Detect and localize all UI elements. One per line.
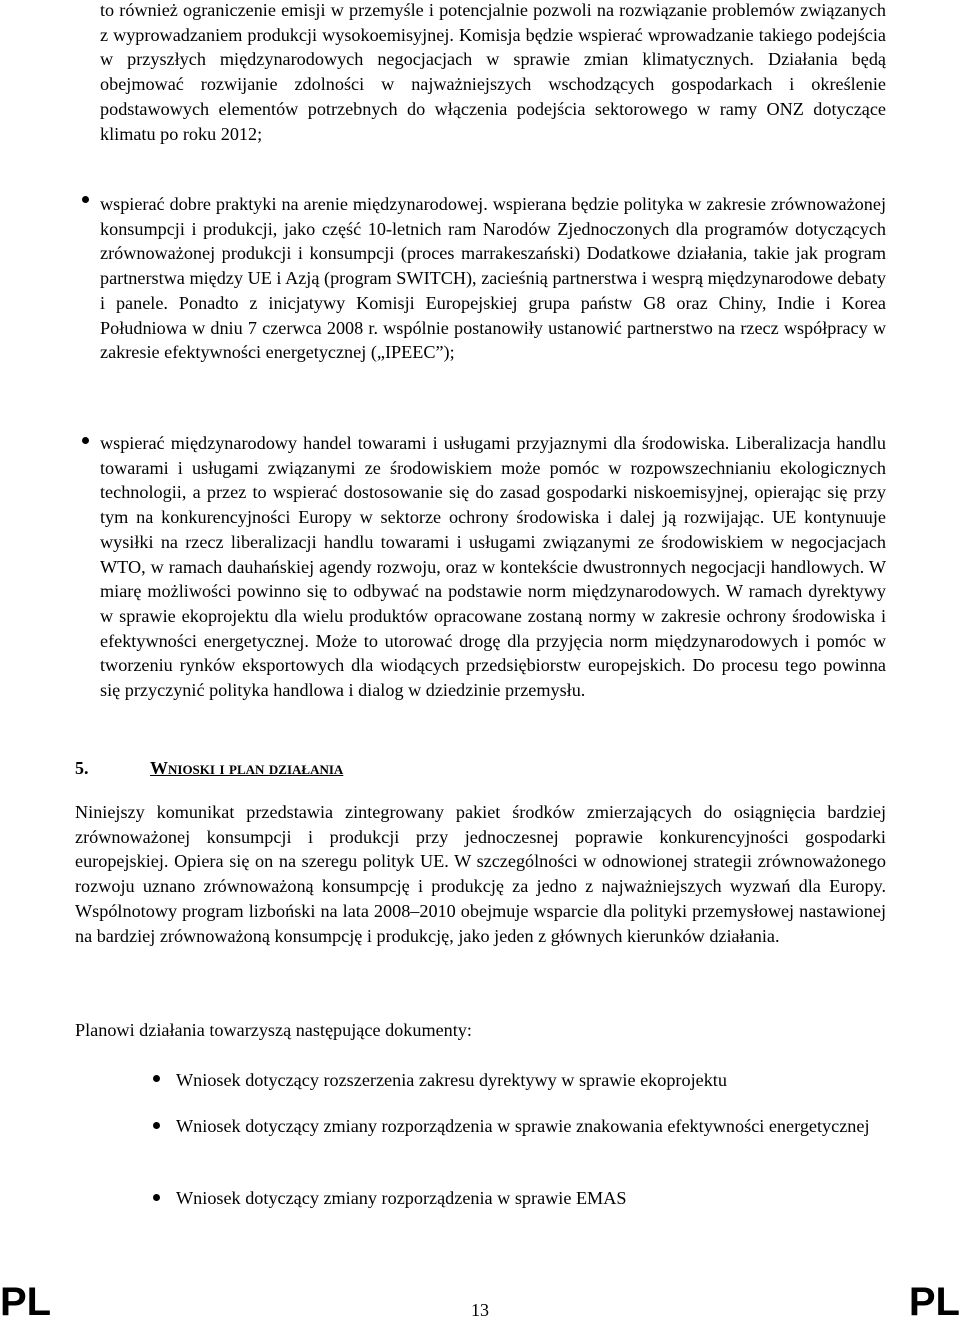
page-number: 13 [471,1300,489,1320]
footer-language-right: PL [908,1280,960,1324]
section-title: Wnioski i plan działania [150,758,344,778]
paragraph-continuation: to również ograniczenie emisji w przemyśle i potencjalnie pozwoli na rozwiązanie problemów związanych z wyprowadzaniem produkcji wysokoemisyjnej. Komisja będzie wspierać wprowadzanie takiego podejścia w przyszłych międzynarodowych negocjacjach w sprawie zmian klimatycznych. Działania będą obejmować rozwijanie zdolności w najważniejszych wschodzących gospodarkach i określenie podstawowych elementów potrzebnych do włączenia podejścia sektorowego w ramy ONZ dotyczące klimatu po roku 2012; [100,0,886,144]
bullet-icon [153,1075,160,1082]
document-list-item: Wniosek dotyczący zmiany rozporządzenia w sprawie EMAS [176,1188,627,1208]
paragraph-summary: Niniejszy komunikat przedstawia zintegrowany pakiet środków zmierzających do osiągnięcia bardziej zrównoważonej konsumpcji i produkcji przy jednoczesnej poprawie konkurencyjności gospodarki europejskiej. Opiera się on na szeregu polityk UE. W szczególności w odnowionej strategii zrównoważonego rozwoju uznano zrównoważoną konsumpcję i produkcję za jedno z najważniejszych wyzwań dla Europy. Wspólnotowy program lizboński na lata 2008–2010 obejmuje wsparcie dla polityki przemysłowej nastawionej na bardziej zrównoważoną konsumpcję i produkcję, jako jeden z głównych kierunków działania. [75,802,886,946]
bullet-icon [153,1194,160,1201]
bullet-icon [82,196,89,203]
paragraph-documents-intro: Planowi działania towarzyszą następujące dokumenty: [75,1020,472,1040]
section-number: 5. [75,758,89,778]
bullet-icon [153,1122,160,1129]
footer-language-left: PL [0,1280,52,1324]
document-list-item: Wniosek dotyczący zmiany rozporządzenia w sprawie znakowania efektywności energetycznej [176,1116,870,1136]
document-list-item: Wniosek dotyczący rozszerzenia zakresu dyrektywy w sprawie ekoprojektu [176,1070,727,1090]
bullet-item-trade: wspierać międzynarodowy handel towarami i usługami przyjaznymi dla środowiska. Liberalizacja handlu towarami i usługami związanymi ze środowiskiem może pomóc w rozpowszechnianiu ekologicznych technologii, a przez to wspierać dostosowanie się do zasad gospodarki niskoemisyjnej, opierając się przy tym na konkurencyjności Europy w sektorze ochrony środowiska i dalej ją rozwijając. UE kontynuuje wysiłki na rzecz liberalizacji handlu towarami i usługami związanymi ze środowiskiem w negocjacjach WTO, w ramach dauhańskiej agendy rozwoju, oraz w kontekście dwustronnych negocjacji handlowych. W miarę możliwości powinno się to odbywać na podstawie norm międzynarodowych. W ramach dyrektywy w sprawie ekoprojektu dla wielu produktów opracowane zostaną normy w zakresie ochrony środowiska i efektywności energetycznej. Może to utorować drogę dla przyjęcia norm międzynarodowych i pomóc w tworzeniu rynków eksportowych dla wiodących przedsiębiorstw europejskich. Do procesu tego powinna się przyczynić polityka handlowa i dialog w dziedzinie przemysłu. [100,433,886,701]
bullet-item-good-practices: wspierać dobre praktyki na arenie międzynarodowej. wspierana będzie polityka w zakresie zrównoważonej konsumpcji i produkcji, jako część 10-letnich ram Narodów Zjednoczonych dla programów dotyczących zrównoważonej produkcji i konsumpcji (proces marrakeszański) Dodatkowe działania, takie jak program partnerstwa między UE i Azją (program SWITCH), zacieśnią partnerstwa i wesprą międzynarodowe debaty i panele. Ponadto z inicjatywy Komisji Europejskiej grupa państw G8 oraz Chiny, Indie i Korea Południowa w dniu 7 czerwca 2008 r. wspólnie postanowiły ustanowić partnerstwo na rzecz współpracy w zakresie efektywności energetycznej („IPEEC”); [100,194,886,363]
bullet-icon [82,437,89,444]
